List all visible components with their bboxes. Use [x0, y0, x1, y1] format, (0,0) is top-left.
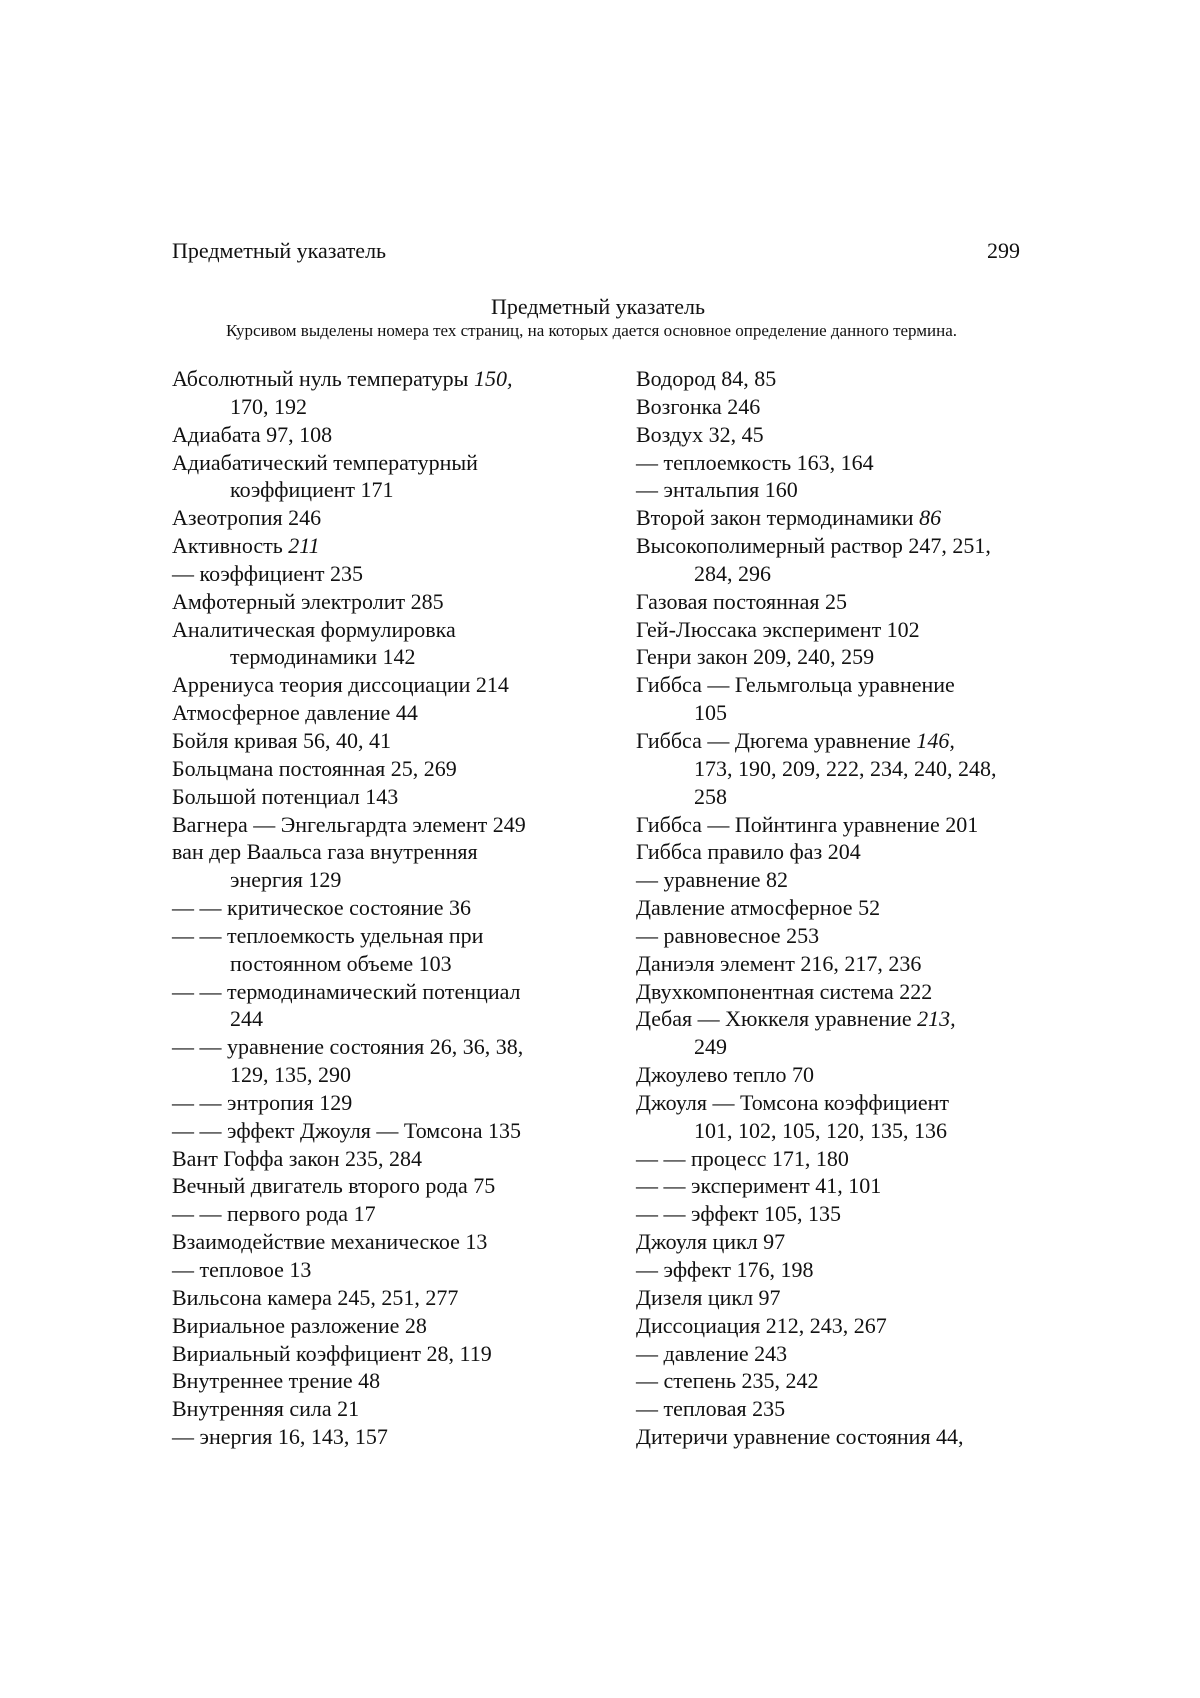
section-title: Предметный указатель	[172, 238, 387, 263]
index-term: Больцмана постоянная 25, 269	[172, 755, 457, 781]
index-term: — — теплоемкость удельная при	[172, 922, 484, 948]
index-term: — эффект 176, 198	[636, 1257, 814, 1282]
index-term-line	[172, 366, 512, 391]
index-entry	[636, 950, 1056, 978]
primary-page-ref: 211	[288, 533, 320, 559]
page-number: 299	[987, 238, 1020, 263]
index-term: Адиабата 97, 108	[172, 421, 333, 447]
index-entry	[636, 1145, 1056, 1173]
index-term: Дизеля цикл 97	[636, 1284, 781, 1310]
index-entry	[172, 588, 592, 616]
index-entry	[636, 1172, 1056, 1200]
index-entry	[172, 755, 592, 783]
index-term: — тепловая 235	[636, 1396, 786, 1422]
index-continuation: термодинамики 142	[230, 644, 416, 670]
index-term: Вагнера — Энгельгардта элемент 249	[172, 811, 526, 837]
index-term: Гиббса — Пойнтинга уравнение 201	[636, 811, 979, 837]
index-continuation: 244	[230, 1006, 263, 1032]
index-title: Предметный указатель	[490, 294, 706, 319]
index-term: — — первого рода 17	[172, 1201, 376, 1227]
index-continuation: 284, 296	[694, 560, 771, 586]
index-term: Аррениуса теория диссоциации 214	[172, 672, 509, 698]
primary-page-ref: 213,	[917, 1006, 956, 1032]
index-term: Азеотропия 246	[172, 505, 322, 531]
index-term: Вильсона камера 245, 251, 277	[172, 1284, 459, 1310]
index-entry	[172, 838, 592, 894]
primary-page-ref: 146,	[916, 727, 955, 753]
index-entry	[636, 1423, 1056, 1451]
index-term: — коэффициент 235	[172, 560, 364, 586]
index-entry	[172, 1395, 592, 1423]
index-term: Давление атмосферное 52	[636, 895, 881, 921]
index-term: — давление 243	[636, 1340, 788, 1366]
index-term: Адиабатический температурный	[172, 449, 478, 475]
index-entry	[636, 838, 1056, 866]
index-entry	[172, 671, 592, 699]
index-entry	[172, 1284, 592, 1312]
index-column-left	[172, 365, 592, 1451]
index-term: Внутреннее трение 48	[172, 1368, 381, 1394]
index-entry	[172, 699, 592, 727]
index-entry	[172, 1033, 592, 1089]
index-entry	[172, 365, 592, 421]
index-term: Джоуля — Томсона коэффициент	[636, 1089, 950, 1115]
index-entry	[636, 1228, 1056, 1256]
index-entry	[636, 532, 1056, 588]
index-term: — энтальпия 160	[636, 477, 798, 503]
index-term: Водород 84, 85	[636, 366, 777, 391]
index-term: — — эффект Джоуля — Томсона 135	[172, 1117, 522, 1143]
index-continuation: 258	[694, 783, 727, 809]
index-term: Атмосферное давление 44	[172, 700, 418, 726]
index-entry	[172, 1367, 592, 1395]
index-term-line	[172, 533, 320, 558]
index-term: Возгонка 246	[636, 393, 761, 419]
index-entry	[636, 449, 1056, 477]
index-entry	[172, 894, 592, 922]
index-entry	[172, 1172, 592, 1200]
index-term: Внутренняя сила 21	[172, 1396, 360, 1422]
index-column-right	[636, 365, 1056, 1451]
index-entry	[636, 978, 1056, 1006]
index-entry	[636, 1005, 1056, 1061]
index-term: Второй закон термодинамики	[636, 505, 920, 531]
index-term: — — процесс 171, 180	[636, 1145, 849, 1171]
index-term: Газовая постоянная 25	[636, 588, 848, 614]
index-entry	[636, 365, 1056, 393]
index-term: — степень 235, 242	[636, 1368, 819, 1394]
index-term: Воздух 32, 45	[636, 421, 764, 447]
index-term: Дебая — Хюккеля уравнение	[636, 1006, 918, 1032]
index-continuation: энергия 129	[230, 867, 342, 893]
index-continuation: 101, 102, 105, 120, 135, 136	[694, 1117, 947, 1143]
index-entry	[172, 1089, 592, 1117]
index-entry	[636, 894, 1056, 922]
index-entry	[172, 978, 592, 1034]
index-entry	[172, 504, 592, 532]
index-entry	[636, 643, 1056, 671]
index-continuation: 129, 135, 290	[230, 1062, 351, 1088]
running-head	[172, 238, 1020, 264]
index-term-line	[636, 728, 955, 753]
index-term: Джоуля цикл 97	[636, 1229, 786, 1255]
index-term: ван дер Ваальса газа внутренняя	[172, 839, 478, 865]
index-entry	[172, 1256, 592, 1284]
index-entry	[636, 616, 1056, 644]
index-entry	[636, 671, 1056, 727]
index-continuation: постоянном объеме 103	[230, 950, 452, 976]
index-entry	[636, 811, 1056, 839]
index-entry	[636, 866, 1056, 894]
index-entry	[172, 1200, 592, 1228]
index-entry	[172, 727, 592, 755]
index-continuation: 105	[694, 700, 727, 726]
index-entry	[636, 1340, 1056, 1368]
index-entry	[636, 922, 1056, 950]
index-note: Курсивом выделены номера тех страниц, на которых дается основное определение данного термина.	[226, 321, 958, 340]
index-entry	[172, 1312, 592, 1340]
index-term: Дитеричи уравнение состояния 44,	[636, 1424, 964, 1450]
index-entry	[636, 476, 1056, 504]
index-entry	[172, 922, 592, 978]
index-term: — — критическое состояние 36	[172, 895, 472, 921]
index-term: — энергия 16, 143, 157	[172, 1424, 388, 1450]
index-term: Вант Гоффа закон 235, 284	[172, 1145, 423, 1171]
index-term: — тепловое 13	[172, 1257, 312, 1282]
index-term: — — уравнение состояния 26, 36, 38,	[172, 1034, 524, 1060]
index-entry	[636, 1284, 1056, 1312]
index-entry	[172, 1423, 592, 1451]
index-term: Гиббса — Гельмгольца уравнение	[636, 672, 955, 698]
primary-page-ref: 150,	[473, 366, 513, 391]
index-term: — теплоемкость 163, 164	[636, 449, 874, 475]
index-entry	[172, 616, 592, 672]
index-entry	[172, 1117, 592, 1145]
index-entry	[172, 1228, 592, 1256]
index-term: Высокополимерный раствор 247, 251,	[636, 533, 991, 559]
index-continuation: коэффициент 171	[230, 477, 394, 503]
index-entry	[172, 421, 592, 449]
index-term: Абсолютный нуль температуры	[172, 366, 474, 391]
index-term: — уравнение 82	[636, 867, 789, 893]
index-entry	[172, 560, 592, 588]
index-term: Большой потенциал 143	[172, 783, 399, 809]
index-term: Даниэля элемент 216, 217, 236	[636, 950, 922, 976]
index-entry	[636, 1089, 1056, 1145]
index-continuation: 249	[694, 1034, 727, 1060]
index-entry	[172, 1340, 592, 1368]
index-entry	[172, 811, 592, 839]
index-term: Активность	[172, 533, 289, 559]
index-entry	[636, 1061, 1056, 1089]
index-term: Гиббса — Дюгема уравнение	[636, 727, 917, 753]
index-entry	[636, 588, 1056, 616]
index-entry	[636, 727, 1056, 811]
index-term: Бойля кривая 56, 40, 41	[172, 727, 391, 753]
index-term-line	[636, 1006, 956, 1031]
index-term: Генри закон 209, 240, 259	[636, 644, 875, 670]
index-term: Вириальный коэффициент 28, 119	[172, 1340, 492, 1366]
index-continuation: 173, 190, 209, 222, 234, 240, 248,	[694, 755, 997, 781]
index-entry	[172, 449, 592, 505]
index-entry	[172, 532, 592, 560]
index-term: — — эксперимент 41, 101	[636, 1173, 882, 1199]
index-entry	[636, 1200, 1056, 1228]
index-term: Амфотерный электролит 285	[172, 588, 444, 614]
primary-page-ref: 86	[919, 505, 942, 531]
index-term: Вириальное разложение 28	[172, 1312, 427, 1338]
index-entry	[636, 1367, 1056, 1395]
index-term-line	[636, 505, 941, 530]
index-entry	[172, 783, 592, 811]
index-term: Гей-Люссака эксперимент 102	[636, 616, 920, 642]
index-entry	[636, 421, 1056, 449]
index-term: Диссоциация 212, 243, 267	[636, 1312, 887, 1338]
index-term: Взаимодействие механическое 13	[172, 1229, 488, 1255]
index-term: — — энтропия 129	[172, 1089, 353, 1115]
index-term: Джоулево тепло 70	[636, 1062, 814, 1088]
index-entry	[636, 1395, 1056, 1423]
index-term: Аналитическая формулировка	[172, 616, 456, 642]
index-entry	[172, 1145, 592, 1173]
index-entry	[636, 1312, 1056, 1340]
index-continuation: 170, 192	[230, 393, 307, 419]
index-term: — равновесное 253	[636, 922, 820, 948]
index-term: Гиббса правило фаз 204	[636, 839, 861, 865]
index-term: — — эффект 105, 135	[636, 1201, 841, 1227]
index-term: — — термодинамический потенциал	[172, 978, 521, 1004]
index-entry	[636, 504, 1056, 532]
index-entry	[636, 393, 1056, 421]
index-term: Вечный двигатель второго рода 75	[172, 1173, 496, 1199]
index-term: Двухкомпонентная система 222	[636, 978, 933, 1004]
index-entry	[636, 1256, 1056, 1284]
